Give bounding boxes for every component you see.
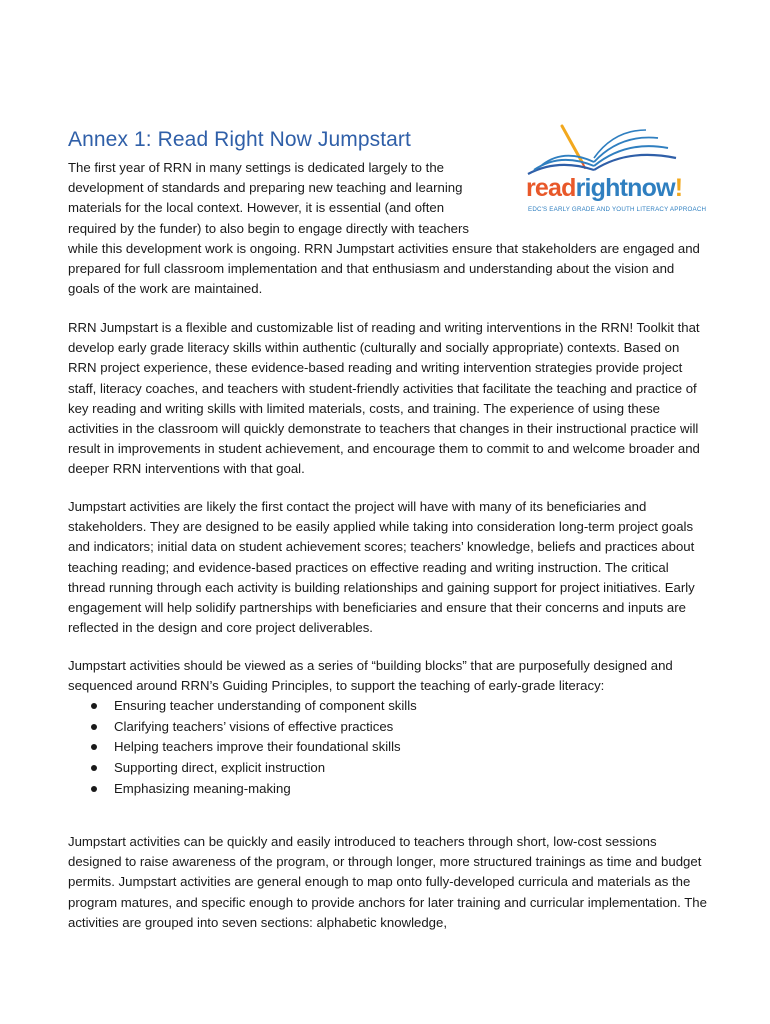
logo-word-read: read — [526, 174, 576, 202]
list-item: Ensuring teacher understanding of component skills — [68, 696, 688, 717]
bullet-icon — [91, 765, 97, 771]
paragraph-intro-rest: while this development work is ongoing. RRN Jumpstart activities ensure that stakeholders are engaged and prepared for full classroom implementation and that enthusiasm and understanding about the vision and goals of the work are maintained. — [68, 240, 700, 297]
logo-word-now: now — [627, 174, 675, 202]
paragraph-first-contact: Jumpstart activities are likely the first contact the project will have with many of its beneficiaries and stakeholders. They are designed to be easily applied while taking into consideration long-term project goals and indicators; initial data on student achievement scores; teachers’ knowledge, beliefs and practices about teaching reading; and evidence-based practices on effective reading and writing instruction. The critical thread running through each activity is building relationships and gaining support for project initiatives. Early engagement will help solidify partnerships with beneficiaries and ensure that their concerns and inputs are reflected in the design and core project deliverables. — [68, 499, 695, 636]
bullet-icon — [91, 724, 97, 730]
paragraph-jumpstart-toolkit: RRN Jumpstart is a flexible and customizable list of reading and writing interventions in the RRN! Toolkit that develop early grade literacy skills within authentic (culturally and socially appropriate) contexts. Based on RRN project experience, these evidence-based reading and writing intervention strategies provide project staff, literacy coaches, and teachers with student-friendly activities that facilitate the teaching and practice of key reading and writing skills with limited materials, costs, and training. The experience of using these activities in the classroom will quickly demonstrate to teachers that changes in their instructional practice will result in improvements in student achievement, and encourage them to commit to and welcome broader and deeper RRN interventions with that goal. — [68, 320, 700, 477]
logo-exclamation: ! — [674, 174, 683, 202]
list-item: Helping teachers improve their foundational skills — [68, 737, 688, 758]
page-title: Annex 1: Read Right Now Jumpstart — [68, 128, 411, 151]
bullet-icon — [91, 703, 97, 709]
list-item: Clarifying teachers’ visions of effective practices — [68, 717, 688, 738]
guiding-principles-list — [68, 696, 688, 800]
list-item: Emphasizing meaning-making — [68, 779, 688, 800]
list-item: Supporting direct, explicit instruction — [68, 758, 688, 779]
paragraph-intro — [68, 158, 708, 299]
logo-word-right: right — [575, 174, 628, 202]
paragraph-introduction-sessions: Jumpstart activities can be quickly and easily introduced to teachers through short, low-cost sessions designed to raise awareness of the program, or through longer, more structured trainings as time and budget permits. Jumpstart activities are general enough to map onto fully-developed curricula and materials as the program matures, and specific enough to provide anchors for later training and curricular implementation. The activities are grouped into seven sections: alphabetic knowledge, — [68, 834, 707, 930]
paragraph-building-blocks: Jumpstart activities should be viewed as a series of “building blocks” that are purposefully designed and sequenced around RRN’s Guiding Principles, to support the teaching of early-grade literacy: — [68, 658, 673, 694]
logo-tagline: EDC'S EARLY GRADE AND YOUTH LITERACY APPROACH — [528, 206, 707, 213]
bullet-icon — [91, 786, 97, 792]
bullet-icon — [91, 744, 97, 750]
paragraph-intro-narrow: The first year of RRN in many settings is dedicated largely to the development of standards and preparing new teaching and learning materials for the local context. However, it is essential (and often required by the funder) to also begin to engage directly with teachers — [68, 160, 469, 236]
